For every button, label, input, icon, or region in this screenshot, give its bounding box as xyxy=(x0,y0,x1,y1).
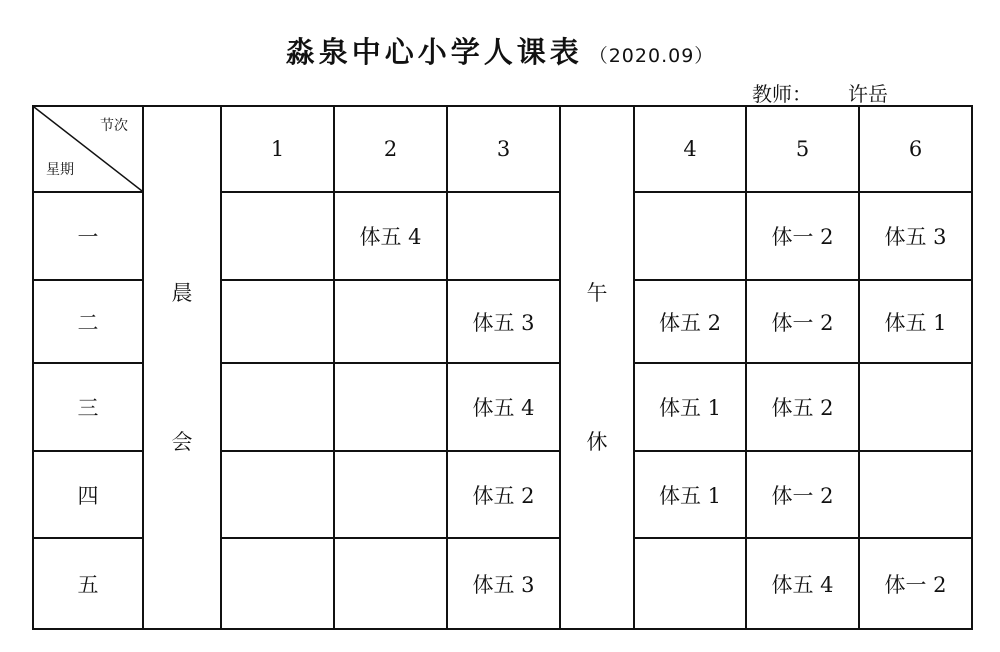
class-cell: 体一 2 xyxy=(746,192,859,280)
class-cell: 体一 2 xyxy=(859,538,972,629)
period-header-2: 2 xyxy=(334,106,447,192)
title-date: （2020.09） xyxy=(588,45,715,67)
class-cell xyxy=(634,538,746,629)
class-cell xyxy=(859,451,972,538)
class-cell: 体五 3 xyxy=(447,538,560,629)
class-cell: 体五 4 xyxy=(447,363,560,451)
corner-period-label: 节次 xyxy=(100,118,128,134)
period-header-5: 5 xyxy=(746,106,859,192)
header-row xyxy=(33,106,972,192)
class-cell xyxy=(334,280,447,363)
class-cell: 体五 4 xyxy=(746,538,859,629)
day-cell: 一 xyxy=(33,192,143,280)
class-cell: 体五 1 xyxy=(634,363,746,451)
day-cell: 二 xyxy=(33,280,143,363)
class-cell: 体五 2 xyxy=(746,363,859,451)
class-cell: 体五 1 xyxy=(859,280,972,363)
noon-break-cell xyxy=(560,106,634,629)
class-cell xyxy=(334,538,447,629)
class-cell xyxy=(334,451,447,538)
class-cell: 体五 4 xyxy=(334,192,447,280)
corner-cell xyxy=(33,106,143,192)
page-title xyxy=(0,30,1000,71)
morning-assembly-cell xyxy=(143,106,221,629)
noon-char-1: 午 xyxy=(586,280,608,305)
morning-char-2: 会 xyxy=(171,429,193,454)
period-header-3: 3 xyxy=(447,106,560,192)
noon-char-2: 休 xyxy=(586,429,608,454)
title-text: 淼泉中心小学人课表 xyxy=(285,35,583,69)
class-cell xyxy=(859,363,972,451)
period-header-1: 1 xyxy=(221,106,334,192)
class-cell xyxy=(221,363,334,451)
class-cell: 体一 2 xyxy=(746,280,859,363)
morning-char-1: 晨 xyxy=(171,280,193,305)
teacher-name: 许岳 xyxy=(816,83,920,107)
class-cell xyxy=(634,192,746,280)
class-cell xyxy=(221,192,334,280)
teacher-label: 教师： xyxy=(752,82,812,106)
class-cell xyxy=(447,192,560,280)
class-cell: 体一 2 xyxy=(746,451,859,538)
class-cell xyxy=(221,538,334,629)
period-header-6: 6 xyxy=(859,106,972,192)
class-cell: 体五 1 xyxy=(634,451,746,538)
class-cell: 体五 3 xyxy=(859,192,972,280)
teacher-line xyxy=(752,78,920,107)
class-cell: 体五 2 xyxy=(447,451,560,538)
day-cell: 五 xyxy=(33,538,143,629)
class-cell xyxy=(221,451,334,538)
day-cell: 四 xyxy=(33,451,143,538)
class-cell: 体五 3 xyxy=(447,280,560,363)
class-cell xyxy=(334,363,447,451)
class-cell: 体五 2 xyxy=(634,280,746,363)
day-cell: 三 xyxy=(33,363,143,451)
schedule-table xyxy=(32,105,973,630)
class-cell xyxy=(221,280,334,363)
period-header-4: 4 xyxy=(634,106,746,192)
corner-day-label: 星期 xyxy=(46,162,74,178)
